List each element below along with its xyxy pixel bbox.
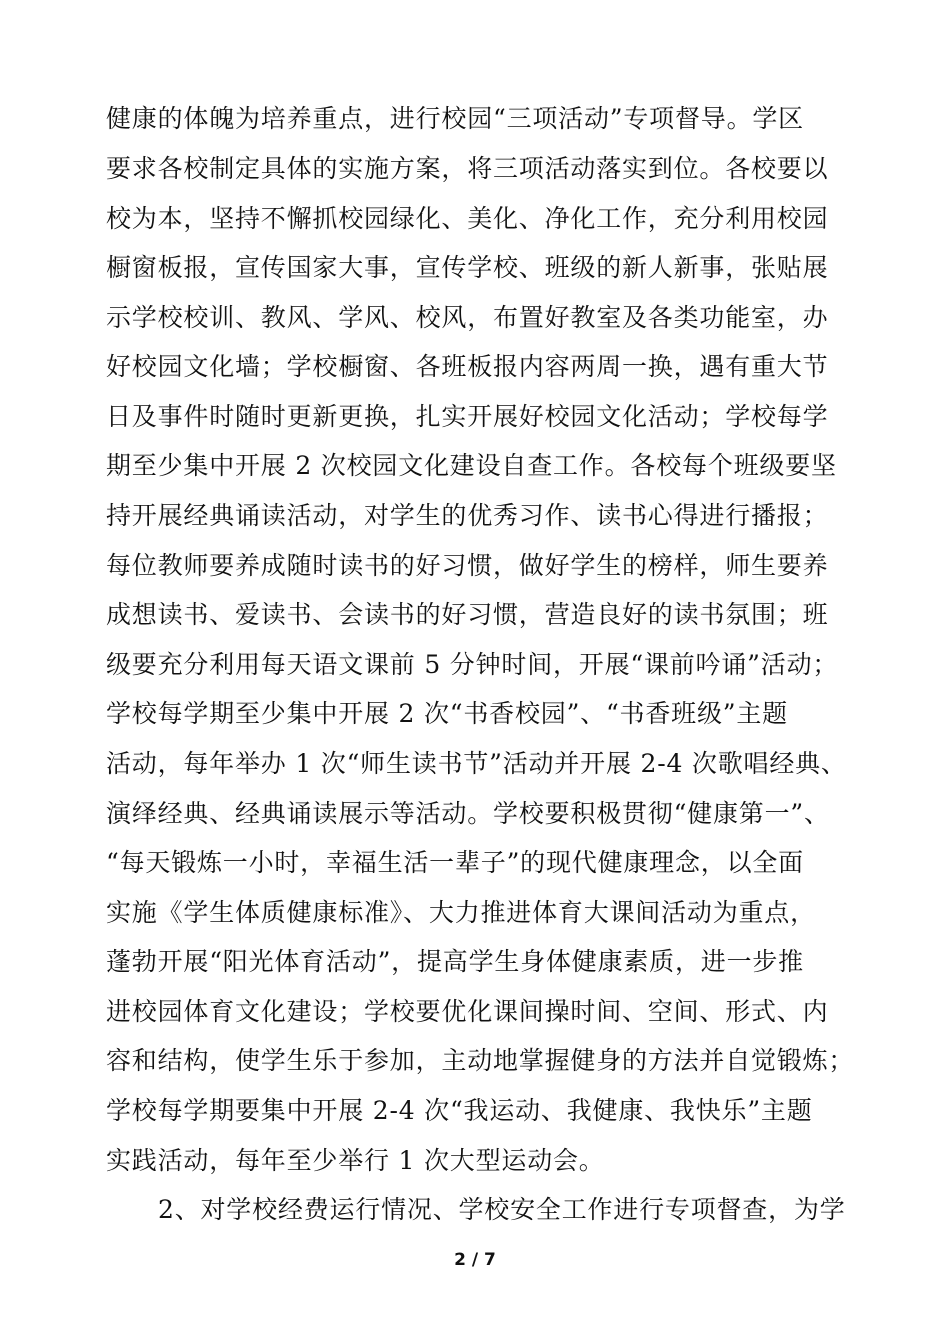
- text-line: 学校每学期要集中开展 2-4 次“我运动、我健康、我快乐”主题: [106, 1096, 813, 1125]
- text-line: 成想读书、爱读书、会读书的好习惯，营造良好的读书氛围；班: [106, 600, 829, 629]
- text-line: 蓬勃开展“阳光体育活动”，提高学生身体健康素质，进一步推: [106, 947, 804, 976]
- text-line: 期至少集中开展 2 次校园文化建设自查工作。各校每个班级要坚: [106, 451, 837, 480]
- text-line: “每天锻炼一小时，幸福生活一辈子”的现代健康理念，以全面: [106, 848, 804, 877]
- page-indicator: 2 / 7: [454, 1250, 496, 1270]
- text-line: 实施《学生体质健康标准》、大力推进体育大课间活动为重点，: [106, 898, 816, 927]
- text-line: 每位教师要养成随时读书的好习惯，做好学生的榜样，师生要养: [106, 551, 829, 580]
- text-line: 演绎经典、经典诵读展示等活动。学校要积极贯彻“健康第一”、: [106, 799, 830, 828]
- text-line: 持开展经典诵读活动，对学生的优秀习作、读书心得进行播报；: [106, 501, 829, 530]
- text-line: 活动，每年举办 1 次“师生读书节”活动并开展 2-4 次歌唱经典、: [106, 749, 847, 778]
- text-line: 健康的体魄为培养重点，进行校园“三项活动”专项督导。学区: [106, 104, 804, 133]
- text-line: 实践活动，每年至少举行 1 次大型运动会。: [106, 1146, 605, 1175]
- text-line: 日及事件时随时更新更换，扎实开展好校园文化活动；学校每学: [106, 402, 829, 431]
- text-line: 容和结构，使学生乐于参加，主动地掌握健身的方法并自觉锻炼；: [106, 1046, 855, 1075]
- text-line: 学校每学期至少集中开展 2 次“书香校园”、“书香班级”主题: [106, 699, 788, 728]
- text-line: 橱窗板报，宣传国家大事，宣传学校、班级的新人新事，张贴展: [106, 253, 829, 282]
- text-line: 要求各校制定具体的实施方案，将三项活动落实到位。各校要以: [106, 154, 829, 183]
- text-line: 示学校校训、教风、学风、校风，布置好教室及各类功能室，办: [106, 303, 829, 332]
- text-line: 进校园体育文化建设；学校要优化课间操时间、空间、形式、内: [106, 997, 829, 1026]
- text-line: 校为本，坚持不懈抓校园绿化、美化、净化工作，充分利用校园: [106, 204, 829, 233]
- text-line: 好校园文化墙；学校橱窗、各班板报内容两周一换，遇有重大节: [106, 352, 829, 381]
- text-line: 2、对学校经费运行情况、学校安全工作进行专项督查，为学: [158, 1195, 846, 1224]
- text-line: 级要充分利用每天语文课前 5 分钟时间，开展“课前吟诵”活动；: [106, 650, 839, 679]
